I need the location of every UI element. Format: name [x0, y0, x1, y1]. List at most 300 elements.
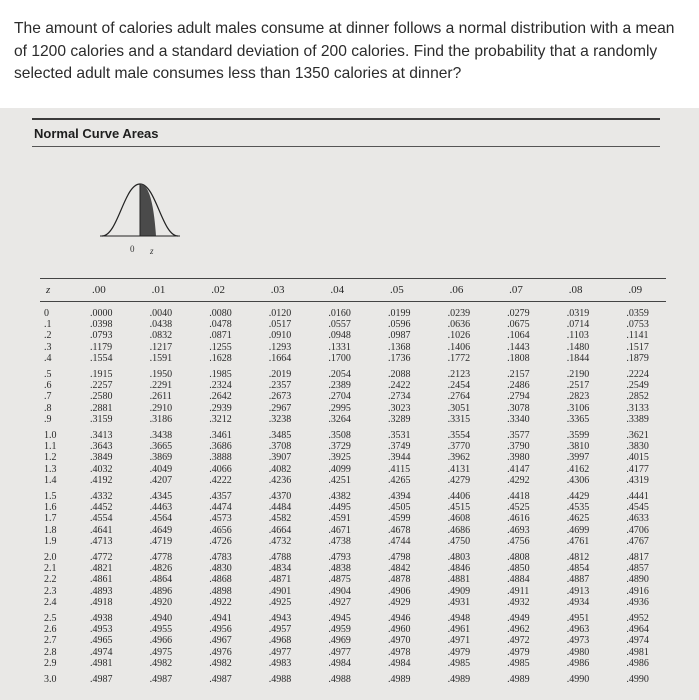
- area-cell: .0120: [268, 308, 292, 319]
- area-cell: .2611: [149, 391, 172, 403]
- z-value-cell: .8: [44, 402, 52, 414]
- z-label: z: [150, 246, 154, 256]
- area-cell: .4985: [447, 657, 471, 669]
- z-value-cell: 2.6: [44, 624, 57, 636]
- z-value-cell: 1.8: [44, 524, 57, 536]
- area-cell: .4881: [447, 574, 471, 586]
- area-cell: .4750: [447, 535, 471, 547]
- area-cell: .4582: [268, 513, 292, 525]
- area-cell: .4616: [507, 513, 530, 525]
- area-cell: .0910: [268, 330, 292, 342]
- area-cell: .4671: [328, 524, 351, 536]
- area-cell: .1406: [447, 341, 471, 353]
- area-cell: .4864: [149, 574, 173, 586]
- area-cell: .4783: [209, 552, 232, 564]
- area-cell: .4989: [447, 674, 471, 686]
- z-value-cell: 0: [44, 308, 49, 319]
- area-cell: .4977: [268, 646, 292, 658]
- area-cell: .4525: [507, 502, 530, 514]
- table-row: [40, 380, 666, 391]
- area-cell: .4918: [90, 596, 113, 608]
- area-cell: .4535: [566, 502, 590, 514]
- table-row: [40, 586, 666, 597]
- column-header: .06: [428, 279, 488, 302]
- area-cell: .3508: [328, 430, 351, 442]
- area-cell: .2580: [90, 391, 113, 403]
- z-value-cell: 2.8: [44, 646, 57, 658]
- area-cell: .4884: [507, 574, 530, 586]
- area-cell: .0596: [387, 319, 411, 331]
- area-cell: .4963: [566, 624, 590, 636]
- area-cell: .3051: [447, 402, 471, 414]
- area-cell: .3023: [387, 402, 411, 414]
- area-cell: .4893: [90, 585, 113, 597]
- area-cell: .0080: [209, 308, 232, 319]
- table-row: [40, 342, 666, 353]
- area-cell: .1879: [626, 352, 649, 364]
- table-row: [40, 658, 666, 669]
- area-cell: .2823: [566, 391, 590, 403]
- area-cell: .4345: [149, 491, 173, 503]
- area-cell: .4505: [387, 502, 411, 514]
- area-cell: .4960: [387, 624, 411, 636]
- area-cell: .0753: [626, 319, 649, 331]
- z-value-cell: .1: [44, 319, 52, 331]
- area-cell: .2422: [387, 380, 411, 392]
- z-value-cell: .5: [44, 369, 52, 381]
- area-cell: .2704: [328, 391, 351, 403]
- area-cell: .4957: [268, 624, 292, 636]
- column-header: .07: [487, 279, 547, 302]
- area-cell: .1480: [566, 341, 590, 353]
- area-cell: .4474: [209, 502, 232, 514]
- table-row: [40, 414, 666, 425]
- area-cell: .4177: [626, 463, 649, 475]
- area-cell: .1331: [328, 341, 351, 353]
- z-value-cell: .7: [44, 391, 52, 403]
- area-cell: .4868: [209, 574, 232, 586]
- table-row: [40, 403, 666, 414]
- table-row: [40, 353, 666, 364]
- area-cell: .3413: [90, 430, 113, 442]
- area-cell: .2389: [328, 380, 351, 392]
- area-cell: .4913: [566, 585, 590, 597]
- area-cell: .3554: [447, 430, 471, 442]
- area-cell: .3365: [566, 413, 590, 425]
- area-cell: .3643: [90, 441, 113, 453]
- area-cell: .4633: [626, 513, 649, 525]
- area-cell: .4292: [507, 474, 530, 486]
- area-cell: .4625: [566, 513, 590, 525]
- area-cell: .4990: [566, 674, 590, 686]
- area-cell: .2357: [268, 380, 292, 392]
- zero-label: 0: [130, 244, 135, 254]
- area-cell: .4306: [566, 474, 590, 486]
- section-title: Normal Curve Areas: [34, 126, 159, 141]
- area-cell: .0000: [90, 308, 113, 319]
- area-cell: .4394: [387, 491, 411, 503]
- area-cell: .3159: [90, 413, 113, 425]
- table-row: [40, 574, 666, 585]
- table-row: [40, 597, 666, 608]
- area-cell: .4988: [268, 674, 292, 686]
- table-row: [40, 635, 666, 646]
- area-cell: .2549: [626, 380, 649, 392]
- table-row: [40, 563, 666, 574]
- area-cell: .2910: [149, 402, 173, 414]
- table-header-row: [40, 279, 666, 302]
- area-cell: .4732: [268, 535, 292, 547]
- area-cell: .4495: [328, 502, 351, 514]
- area-cell: .4878: [387, 574, 411, 586]
- area-cell: .0832: [149, 330, 173, 342]
- area-cell: .2019: [268, 369, 292, 381]
- area-cell: .0199: [387, 308, 411, 319]
- area-cell: .4699: [566, 524, 590, 536]
- area-cell: .4115: [387, 463, 411, 475]
- area-cell: .4452: [90, 502, 113, 514]
- area-cell: .2324: [209, 380, 232, 392]
- area-cell: .4222: [209, 474, 232, 486]
- area-cell: .4981: [90, 657, 113, 669]
- area-cell: .4896: [149, 585, 173, 597]
- table-row: [40, 647, 666, 658]
- z-value-cell: 1.2: [44, 452, 57, 464]
- area-cell: .4834: [268, 563, 292, 575]
- area-cell: .4850: [507, 563, 530, 575]
- z-value-cell: 1.1: [44, 441, 57, 453]
- area-cell: .4875: [328, 574, 351, 586]
- area-cell: .4803: [447, 552, 471, 564]
- area-cell: .1255: [209, 341, 232, 353]
- area-cell: .4429: [566, 491, 590, 503]
- area-cell: .2734: [387, 391, 411, 403]
- area-cell: .4656: [209, 524, 232, 536]
- area-cell: .0438: [149, 319, 173, 331]
- area-cell: .4990: [626, 674, 649, 686]
- area-cell: .4984: [387, 657, 411, 669]
- area-cell: .4370: [268, 491, 292, 503]
- area-cell: .0239: [447, 308, 471, 319]
- table-row: [40, 330, 666, 341]
- area-cell: .1026: [447, 330, 471, 342]
- area-cell: .2642: [209, 391, 232, 403]
- area-cell: .4821: [90, 563, 113, 575]
- z-value-cell: .4: [44, 352, 52, 364]
- area-cell: .4986: [626, 657, 649, 669]
- area-cell: .1591: [149, 352, 173, 364]
- z-value-cell: 2.1: [44, 563, 57, 575]
- area-cell: .3888: [209, 452, 232, 464]
- area-cell: .4967: [209, 635, 232, 647]
- area-cell: .4969: [328, 635, 351, 647]
- area-cell: .3438: [149, 430, 173, 442]
- z-value-cell: 1.6: [44, 502, 57, 514]
- area-cell: .2157: [507, 369, 530, 381]
- z-value-cell: 1.9: [44, 535, 57, 547]
- area-cell: .1217: [149, 341, 173, 353]
- table-row: [40, 525, 666, 536]
- area-cell: .4932: [507, 596, 530, 608]
- area-cell: .4842: [387, 563, 411, 575]
- z-value-cell: .3: [44, 341, 52, 353]
- area-cell: .4911: [507, 585, 530, 597]
- area-cell: .4982: [209, 657, 232, 669]
- area-cell: .4945: [328, 613, 351, 625]
- area-cell: .4973: [566, 635, 590, 647]
- area-cell: .4857: [626, 563, 649, 575]
- area-cell: .4964: [626, 624, 649, 636]
- area-cell: .4925: [268, 596, 292, 608]
- area-cell: .2764: [447, 391, 471, 403]
- area-cell: .4131: [447, 463, 471, 475]
- area-cell: .3849: [90, 452, 113, 464]
- area-cell: .2054: [328, 369, 351, 381]
- area-cell: .4962: [507, 624, 530, 636]
- area-cell: .1179: [90, 341, 113, 353]
- area-cell: .3686: [209, 441, 232, 453]
- area-cell: .4977: [328, 646, 351, 658]
- area-cell: .3962: [447, 452, 471, 464]
- area-cell: .2088: [387, 369, 411, 381]
- area-cell: .4545: [626, 502, 649, 514]
- area-cell: .4943: [268, 613, 292, 625]
- area-cell: .2291: [149, 380, 173, 392]
- area-cell: .4147: [507, 463, 530, 475]
- area-cell: .4812: [566, 552, 590, 564]
- area-cell: .4951: [566, 613, 590, 625]
- area-cell: .4706: [626, 524, 649, 536]
- area-cell: .4887: [566, 574, 590, 586]
- area-cell: .4767: [626, 535, 649, 547]
- area-cell: .4032: [90, 463, 113, 475]
- area-cell: .0675: [507, 319, 530, 331]
- table-row: [40, 364, 666, 380]
- area-cell: .2852: [626, 391, 649, 403]
- area-cell: .1141: [626, 330, 649, 342]
- area-cell: .2224: [626, 369, 649, 381]
- z-value-cell: 1.4: [44, 474, 57, 486]
- z-value-cell: 2.4: [44, 596, 57, 608]
- area-cell: .2673: [268, 391, 292, 403]
- area-cell: .4979: [447, 646, 471, 658]
- area-cell: .3997: [566, 452, 590, 464]
- area-cell: .1368: [387, 341, 411, 353]
- z-value-cell: 2.2: [44, 574, 57, 586]
- area-cell: .4970: [387, 635, 411, 647]
- area-cell: .4988: [328, 674, 351, 686]
- area-cell: .4772: [90, 552, 113, 564]
- area-cell: .0987: [387, 330, 411, 342]
- area-cell: .1950: [149, 369, 173, 381]
- area-cell: .4738: [328, 535, 351, 547]
- area-cell: .1700: [328, 352, 351, 364]
- normal-curve-icon: [100, 178, 180, 240]
- area-cell: .4965: [90, 635, 113, 647]
- z-value-cell: .6: [44, 380, 52, 392]
- area-cell: .4719: [149, 535, 173, 547]
- area-cell: .0517: [268, 319, 292, 331]
- area-cell: .4938: [90, 613, 113, 625]
- area-cell: .1628: [209, 352, 232, 364]
- z-value-cell: 1.0: [44, 430, 57, 442]
- area-cell: .3485: [268, 430, 292, 442]
- area-cell: .4854: [566, 563, 590, 575]
- area-cell: .4861: [90, 574, 113, 586]
- area-cell: .4987: [90, 674, 113, 686]
- area-cell: .3315: [447, 413, 471, 425]
- area-cell: .4966: [149, 635, 173, 647]
- z-value-cell: 1.5: [44, 491, 57, 503]
- area-cell: .4922: [209, 596, 232, 608]
- area-cell: .3944: [387, 452, 411, 464]
- area-cell: .0948: [328, 330, 351, 342]
- area-cell: .1293: [268, 341, 292, 353]
- area-cell: .3340: [507, 413, 530, 425]
- area-cell: .0636: [447, 319, 471, 331]
- area-cell: .4207: [149, 474, 173, 486]
- area-cell: .3749: [387, 441, 411, 453]
- area-cell: .1772: [447, 352, 471, 364]
- area-cell: .0040: [149, 308, 173, 319]
- area-cell: .4251: [328, 474, 351, 486]
- column-header: .02: [189, 279, 249, 302]
- area-cell: .4049: [149, 463, 173, 475]
- area-cell: .4761: [566, 535, 590, 547]
- area-cell: .4649: [149, 524, 173, 536]
- area-cell: .4901: [268, 585, 292, 597]
- area-cell: .3133: [626, 402, 649, 414]
- z-value-cell: 2.7: [44, 635, 57, 647]
- table-row: [40, 536, 666, 547]
- column-header: .08: [547, 279, 607, 302]
- area-cell: .3106: [566, 402, 590, 414]
- area-cell: .2454: [447, 380, 471, 392]
- area-cell: .4959: [328, 624, 351, 636]
- area-cell: .4898: [209, 585, 232, 597]
- area-cell: .4909: [447, 585, 471, 597]
- area-cell: .4279: [447, 474, 471, 486]
- area-cell: .0359: [626, 308, 649, 319]
- z-value-cell: 2.3: [44, 585, 57, 597]
- area-cell: .4974: [90, 646, 113, 658]
- area-cell: .3770: [447, 441, 471, 453]
- area-cell: .1443: [507, 341, 530, 353]
- area-cell: .2939: [209, 402, 232, 414]
- area-cell: .4798: [387, 552, 411, 564]
- column-header: .05: [368, 279, 428, 302]
- table-row: [40, 486, 666, 502]
- area-cell: .3186: [149, 413, 173, 425]
- area-cell: .4484: [268, 502, 292, 514]
- area-cell: .4986: [566, 657, 590, 669]
- area-cell: .2995: [328, 402, 351, 414]
- area-cell: .4788: [268, 552, 292, 564]
- area-cell: .4599: [387, 513, 411, 525]
- area-cell: .4972: [507, 635, 530, 647]
- area-cell: .4564: [149, 513, 173, 525]
- area-cell: .3980: [507, 452, 530, 464]
- area-cell: .3212: [209, 413, 232, 425]
- area-cell: .0319: [566, 308, 590, 319]
- area-cell: .0557: [328, 319, 351, 331]
- area-cell: .2517: [566, 380, 590, 392]
- area-cell: .4608: [447, 513, 471, 525]
- table-row: [40, 547, 666, 563]
- table-row: [40, 624, 666, 635]
- area-cell: .1517: [626, 341, 649, 353]
- area-cell: .4817: [626, 552, 649, 564]
- area-cell: .4979: [507, 646, 530, 658]
- area-cell: .4984: [328, 657, 351, 669]
- column-header: .04: [308, 279, 368, 302]
- table-row: [40, 669, 666, 685]
- area-cell: .2486: [507, 380, 530, 392]
- area-cell: .4952: [626, 613, 649, 625]
- area-cell: .4332: [90, 491, 113, 503]
- z-value-cell: .2: [44, 330, 52, 342]
- table-row: [40, 391, 666, 402]
- z-value-cell: 2.9: [44, 657, 57, 669]
- area-cell: .0279: [507, 308, 530, 319]
- area-cell: .4756: [507, 535, 530, 547]
- area-cell: .4871: [268, 574, 292, 586]
- area-cell: .4989: [387, 674, 411, 686]
- area-cell: .4591: [328, 513, 351, 525]
- area-cell: .4082: [268, 463, 292, 475]
- area-cell: .3599: [566, 430, 590, 442]
- area-cell: .4956: [209, 624, 232, 636]
- area-cell: .4916: [626, 585, 649, 597]
- area-cell: .4066: [209, 463, 232, 475]
- area-cell: .1844: [566, 352, 590, 364]
- question-text: The amount of calories adult males consume at dinner follows a normal distribution with a mean of 1200 calories and a standard deviation of 200 calories. Find the probability that a randomly selected adult male consumes less than 1350 calories at dinner?: [14, 20, 675, 82]
- area-cell: .3577: [507, 430, 530, 442]
- area-cell: .4940: [149, 613, 173, 625]
- area-cell: .3078: [507, 402, 530, 414]
- area-cell: .4015: [626, 452, 649, 464]
- z-value-cell: 3.0: [44, 674, 57, 686]
- column-header: z: [40, 279, 70, 302]
- area-cell: .4236: [268, 474, 292, 486]
- table-body: [40, 302, 666, 686]
- area-cell: .4982: [149, 657, 173, 669]
- area-cell: .4573: [209, 513, 232, 525]
- table-row: [40, 319, 666, 330]
- area-cell: .0871: [209, 330, 232, 342]
- area-cell: .4975: [149, 646, 173, 658]
- area-cell: .3264: [328, 413, 351, 425]
- area-cell: .4515: [447, 502, 471, 514]
- area-cell: .4793: [328, 552, 351, 564]
- area-cell: .4971: [447, 635, 471, 647]
- area-cell: .1736: [387, 352, 411, 364]
- area-cell: .4949: [507, 613, 530, 625]
- area-cell: .4808: [507, 552, 530, 564]
- area-cell: .4983: [268, 657, 292, 669]
- area-cell: .4357: [209, 491, 232, 503]
- column-header: .01: [130, 279, 190, 302]
- column-header: .03: [249, 279, 309, 302]
- title-rule: [32, 146, 660, 147]
- area-cell: .4978: [387, 646, 411, 658]
- table-row: [40, 464, 666, 475]
- normal-table-image: [0, 108, 699, 700]
- area-cell: .4981: [626, 646, 649, 658]
- area-cell: .4953: [90, 624, 113, 636]
- area-cell: .4463: [149, 502, 173, 514]
- table-row: [40, 425, 666, 441]
